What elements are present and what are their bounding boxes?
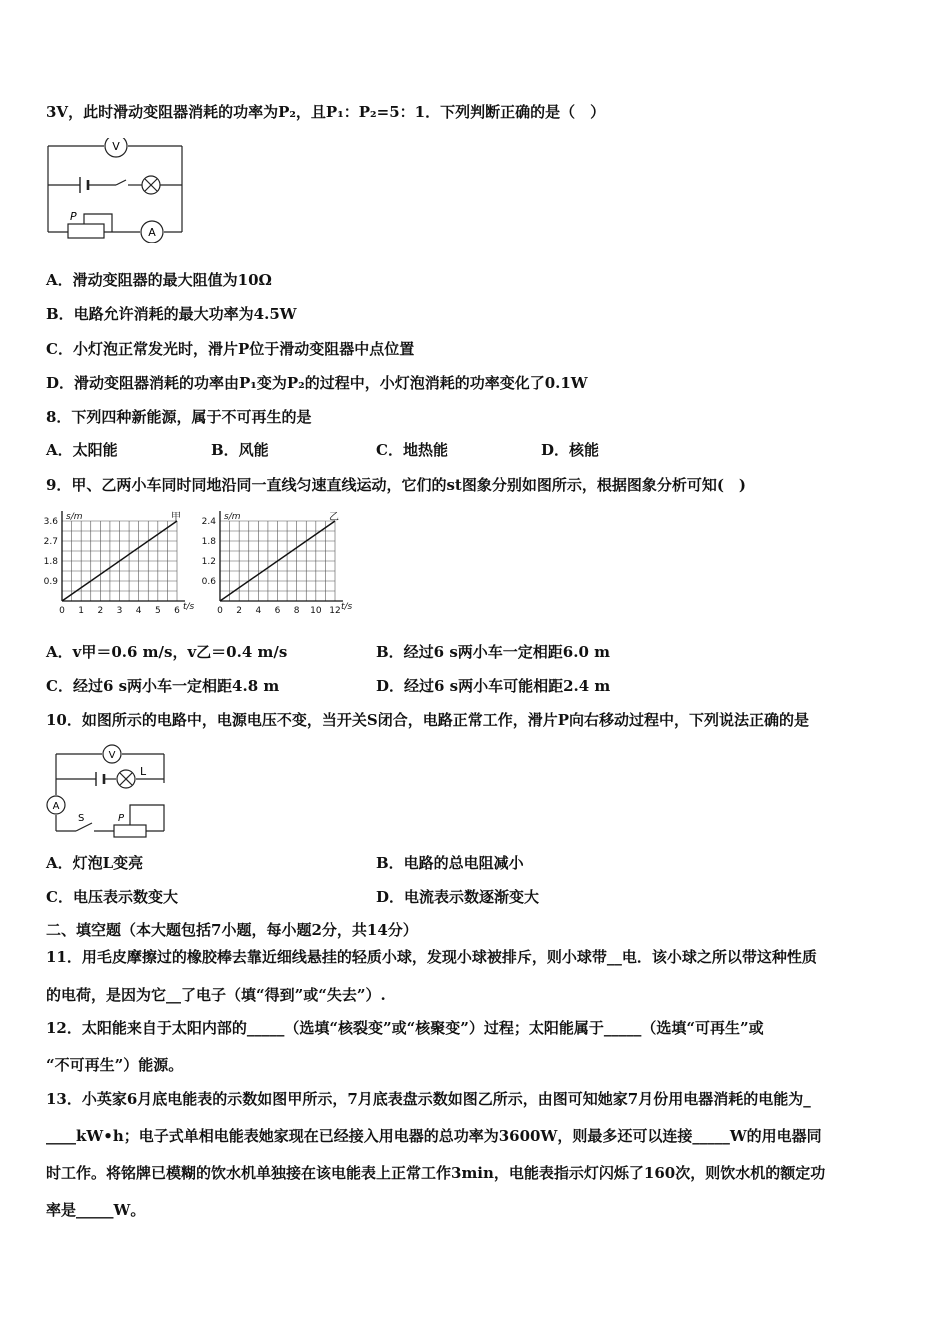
q10-option-d: D．电流表示数逐渐变大 (376, 888, 540, 906)
chart-1-title: 乙 (329, 512, 339, 523)
q10-option-c: C．电压表示数变大 (46, 888, 178, 906)
q7-slider-label: P (70, 210, 77, 223)
chart-1-x-tick-label: 6 (274, 606, 281, 615)
q9-option-c: C．经过6 s两小车一定相距4.8 m (46, 677, 280, 695)
q13-line4: 率是_____W。 (46, 1201, 146, 1219)
q8-option-c: C．地热能 (376, 441, 448, 459)
q7-stem-tail: 3V，此时滑动变阻器消耗的功率为P₂，且P₁：P₂=5：1．下列判断正确的是（ ） (46, 103, 606, 121)
q10-stem: 10．如图所示的电路中，电源电压不变，当开关S闭合，电路正常工作，滑片P向右移动过程中，下列说法正确的是 (46, 711, 809, 729)
chart-0-x-axis-label: t/s (183, 602, 195, 612)
q13-line2: ____kW•h；电子式单相电能表她家现在已经接入用电器的总功率为3600W，则最多还可以连接_____W的用电器同 (46, 1127, 822, 1145)
chart-0-x-tick-label: 2 (97, 606, 104, 615)
chart-0-x-tick-label: 6 (174, 606, 180, 615)
q13-line1: 13．小英家6月底电能表的示数如图甲所示，7月底表盘示数如图乙所示，由图可知她家7月份用电器消耗的电能为_ (46, 1090, 811, 1108)
chart-1-y-tick-label: 0.6 (201, 577, 216, 587)
chart-1-y-tick-label: 1.8 (201, 537, 216, 547)
q7-circuit-diagram (44, 138, 189, 247)
q10-ammeter-label: A (52, 801, 60, 812)
chart-0-y-axis-label: s/m (66, 512, 83, 522)
q10-switch-label: S (78, 813, 85, 824)
q10-option-a: A．灯泡L变亮 (46, 854, 144, 872)
q8-option-b: B．风能 (211, 441, 269, 459)
chart-1-x-tick-label: 8 (293, 606, 300, 615)
q10-battery-symbol (96, 772, 104, 786)
q9-stem: 9．甲、乙两小车同时同地沿同一直线匀速直线运动，它们的st图象分别如图所示，根据图象分析可知( ) (46, 476, 747, 494)
chart-0-x-tick-label: 5 (154, 606, 161, 615)
chart-1-x-tick-label: 10 (310, 606, 322, 615)
chart-1-x-tick-label: 4 (255, 606, 262, 615)
q11-line1: 11．用毛皮摩擦过的橡胶棒去靠近细线悬挂的轻质小球，发现小球被排斥，则小球带__电．该小球之所以带这种性质 (46, 948, 817, 966)
chart-0-y-tick-label: 3.6 (43, 517, 58, 527)
q8-option-d: D．核能 (541, 441, 600, 459)
chart-1-x-axis-label: t/s (341, 602, 353, 612)
q7-voltmeter (105, 138, 127, 157)
q10-lamp-label: L (140, 765, 147, 778)
q7-option-d: D．滑动变阻器消耗的功率由P₁变为P₂的过程中，小灯泡消耗的功率变化了0.1W (46, 374, 588, 392)
chart-1-y-tick-label: 2.4 (201, 517, 216, 527)
chart-1-y-tick-label: 1.2 (201, 557, 216, 567)
q10-ammeter (47, 796, 65, 814)
q8-option-a: A．太阳能 (46, 441, 118, 459)
chart-1-x-tick-label: 2 (236, 606, 243, 615)
q7-voltmeter-label: V (112, 140, 120, 153)
q7-ammeter (141, 221, 163, 243)
chart-1-x-tick-label: 0 (217, 606, 223, 615)
chart-0-y-tick-label: 1.8 (43, 557, 58, 567)
q7-battery-symbol (80, 177, 88, 193)
q7-option-a: A．滑动变阻器的最大阻值为10Ω (46, 271, 272, 289)
q9-chart-yi (196, 505, 361, 619)
chart-0-y-tick-label: 0.9 (43, 577, 58, 587)
q10-voltmeter-label: V (108, 750, 116, 761)
q10-lamp-icon (117, 770, 135, 788)
chart-0-x-tick-label: 1 (78, 606, 85, 615)
q11-line2: 的电荷，是因为它__了电子（填“得到”或“失去”）. (46, 986, 386, 1004)
section-heading: 二、填空题（本大题包括7小题，每小题2分，共14分） (46, 921, 418, 939)
q9-option-b: B．经过6 s两小车一定相距6.0 m (376, 643, 610, 661)
chart-0-x-tick-label: 4 (135, 606, 142, 615)
q10-circuit-diagram (44, 743, 174, 842)
q7-ammeter-label: A (148, 226, 156, 239)
q12-line1: 12．太阳能来自于太阳内部的_____（选填“核裂变”或“核聚变”）过程；太阳能属于_____（选填“可再生”或 (46, 1019, 764, 1037)
q9-chart-jia (38, 505, 198, 619)
q7-option-c: C．小灯泡正常发光时，滑片P位于滑动变阻器中点位置 (46, 340, 415, 358)
chart-1-x-tick-label: 12 (329, 606, 341, 615)
q10-slider-label: P (118, 813, 125, 824)
q10-option-b: B．电路的总电阻减小 (376, 854, 524, 872)
chart-1-y-axis-label: s/m (224, 512, 241, 522)
chart-0-x-tick-label: 0 (59, 606, 65, 615)
chart-0-title: 甲 (171, 512, 181, 523)
chart-0-x-tick-label: 3 (116, 606, 123, 615)
q7-lamp-icon (142, 176, 160, 194)
q13-line3: 时工作。将铭牌已模糊的饮水机单独接在该电能表上正常工作3min，电能表指示灯闪烁了160次，则饮水机的额定功 (46, 1164, 826, 1182)
chart-0-y-tick-label: 2.7 (43, 537, 58, 547)
q9-option-d: D．经过6 s两小车可能相距2.4 m (376, 677, 611, 695)
q8-stem: 8．下列四种新能源，属于不可再生的是 (46, 408, 312, 426)
q7-option-b: B．电路允许消耗的最大功率为4.5W (46, 305, 297, 323)
q12-line2: “不可再生”）能源。 (46, 1056, 184, 1074)
q10-voltmeter (103, 745, 121, 763)
q9-option-a: A．v甲＝0.6 m/s，v乙＝0.4 m/s (46, 643, 288, 661)
